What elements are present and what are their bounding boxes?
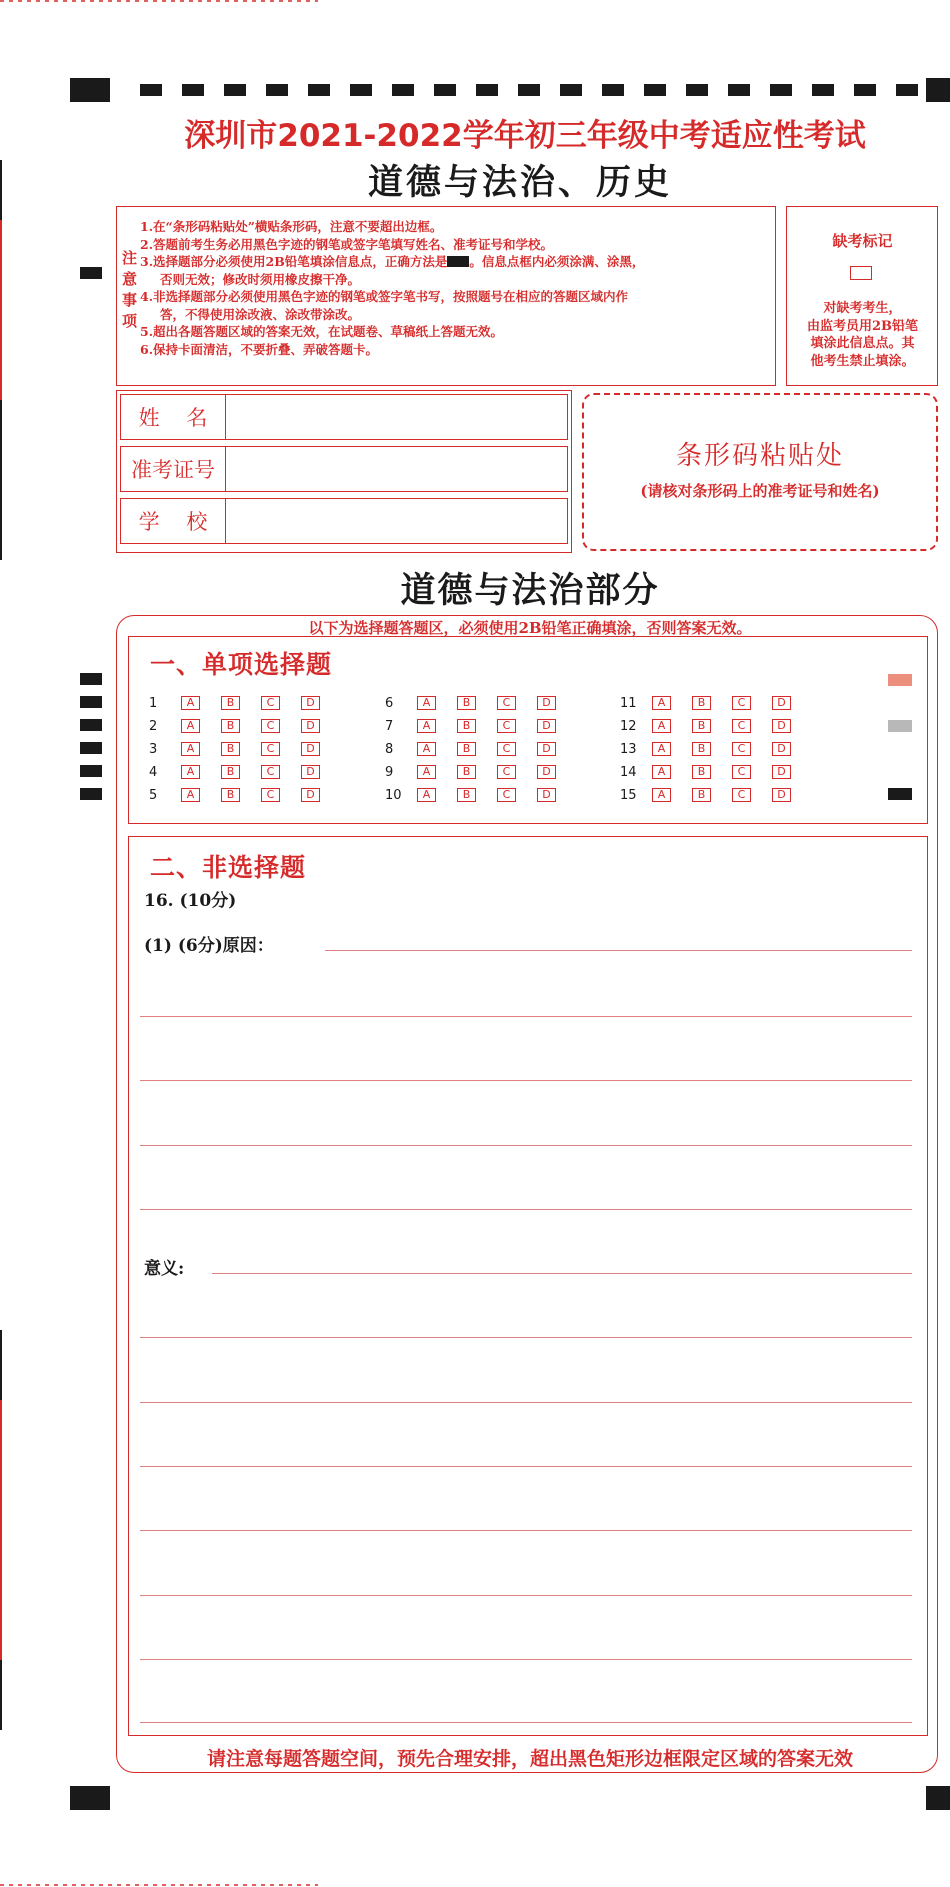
school-label: 学 校 [121, 499, 226, 543]
absent-title: 缺考标记 [832, 232, 893, 250]
answer-bubble-b[interactable]: B [692, 719, 711, 733]
footer-note: 请注意每题答题空间，预先合理安排，超出黑色矩形边框限定区域的答案无效 [206, 1748, 853, 1770]
question-number: 7 [385, 719, 394, 734]
choice-heading: 一、单项选择题 [150, 650, 333, 679]
answer-bubble-d[interactable]: D [301, 765, 320, 779]
answer-line[interactable] [140, 1466, 912, 1467]
timing-mark [80, 765, 102, 777]
answer-bubble-a[interactable]: A [181, 788, 200, 802]
answer-bubble-d[interactable]: D [301, 696, 320, 710]
question-number: 8 [385, 742, 394, 757]
timing-mark [926, 78, 950, 102]
name-field[interactable] [120, 394, 568, 440]
exam-subject: 道德与法治、历史 [367, 163, 672, 203]
answer-bubble-b[interactable]: B [457, 742, 476, 756]
left-edge-bar [0, 1400, 2, 1660]
name-label: 姓 名 [121, 395, 226, 439]
exam-id-label: 准考证号 [121, 447, 226, 491]
answer-bubble-d[interactable]: D [537, 788, 556, 802]
choice-question [620, 719, 820, 734]
nonchoice-heading: 二、非选择题 [150, 853, 307, 882]
answer-bubble-b[interactable]: B [692, 742, 711, 756]
choice-question [385, 765, 585, 780]
meaning-label: 意义: [144, 1259, 185, 1279]
answer-line[interactable] [140, 1016, 912, 1017]
answer-bubble-c[interactable]: C [732, 719, 751, 733]
color-swatch [888, 674, 912, 686]
choice-note: 以下为选择题答题区，必须使用2B铅笔正确填涂，否则答案无效。 [308, 619, 752, 637]
answer-bubble-d[interactable]: D [301, 742, 320, 756]
question-number: 10 [385, 788, 402, 803]
choice-question [385, 719, 585, 734]
question-number: 12 [620, 719, 637, 734]
choice-question [149, 719, 349, 734]
answer-bubble-d[interactable]: D [301, 719, 320, 733]
answer-line[interactable] [140, 1209, 912, 1210]
school-field[interactable] [120, 498, 568, 544]
bottom-perforation [0, 1884, 318, 1886]
choice-question [620, 765, 820, 780]
choice-question [620, 742, 820, 757]
answer-bubble-b[interactable]: B [457, 788, 476, 802]
question-number: 3 [149, 742, 158, 757]
answer-bubble-a[interactable]: A [652, 788, 671, 802]
exam-id-field[interactable] [120, 446, 568, 492]
answer-bubble-d[interactable]: D [537, 765, 556, 779]
question-16-label: 16. (10分) [144, 891, 237, 911]
timing-mark [70, 78, 110, 102]
timing-mark [80, 719, 102, 731]
answer-bubble-c[interactable]: C [497, 719, 516, 733]
notice-label: 注 意 事 项 [122, 249, 138, 330]
filled-bubble-sample [447, 256, 469, 267]
answer-bubble-a[interactable]: A [417, 742, 436, 756]
answer-bubble-a[interactable]: A [652, 765, 671, 779]
left-edge-bar [0, 220, 2, 400]
answer-bubble-d[interactable]: D [772, 765, 791, 779]
question-number: 11 [620, 696, 637, 711]
timing-mark [80, 267, 102, 279]
answer-bubble-a[interactable]: A [181, 742, 200, 756]
answer-bubble-b[interactable]: B [221, 719, 240, 733]
answer-bubble-d[interactable]: D [772, 788, 791, 802]
choice-question [620, 788, 820, 803]
answer-bubble-c[interactable]: C [497, 696, 516, 710]
section-title: 道德与法治部分 [400, 571, 660, 611]
timing-mark [80, 673, 102, 685]
answer-bubble-a[interactable]: A [417, 765, 436, 779]
top-perforation [0, 0, 318, 2]
answer-bubble-b[interactable]: B [457, 696, 476, 710]
color-swatch [888, 720, 912, 732]
timing-mark [80, 696, 102, 708]
notice-item: 1.在“条形码粘贴处”横贴条形码，注意不要超出边框。 [140, 219, 443, 234]
answer-bubble-b[interactable]: B [221, 765, 240, 779]
top-timing-strip [140, 84, 920, 96]
answer-bubble-a[interactable]: A [181, 719, 200, 733]
answer-bubble-b[interactable]: B [221, 788, 240, 802]
answer-line[interactable] [140, 1145, 912, 1146]
nonchoice-section [128, 836, 928, 1736]
answer-bubble-b[interactable]: B [457, 765, 476, 779]
question-number: 14 [620, 765, 637, 780]
answer-line[interactable] [140, 1337, 912, 1338]
question-16-part1-label: (1) (6分)原因： [144, 936, 274, 956]
choice-question [149, 696, 349, 711]
timing-mark [80, 742, 102, 754]
question-number: 1 [149, 696, 158, 711]
answer-bubble-d[interactable]: D [772, 696, 791, 710]
choice-question [385, 788, 585, 803]
answer-bubble-b[interactable]: B [221, 742, 240, 756]
notice-item: 3.选择题部分必须使用2B铅笔填涂信息点，正确方法是 。信息点框内必须涂满、涂黑， [140, 254, 645, 269]
question-number: 2 [149, 719, 158, 734]
answer-bubble-d[interactable]: D [537, 696, 556, 710]
notice-item: 6.保持卡面清洁，不要折叠、弄破答题卡。 [140, 341, 379, 357]
answer-bubble-d[interactable]: D [537, 719, 556, 733]
notice-item: 答，不得使用涂改液、涂改带涂改。 [160, 306, 361, 322]
question-number: 15 [620, 788, 637, 803]
answer-line[interactable] [140, 1722, 912, 1723]
answer-bubble-b[interactable]: B [221, 696, 240, 710]
answer-bubble-a[interactable]: A [417, 719, 436, 733]
notice-list [140, 218, 644, 358]
question-number: 6 [385, 696, 394, 711]
absent-checkbox[interactable] [850, 266, 872, 280]
timing-mark [70, 1786, 110, 1810]
choice-question [620, 696, 820, 711]
answer-bubble-c[interactable]: C [732, 788, 751, 802]
answer-bubble-c[interactable]: C [261, 788, 280, 802]
choice-question [149, 788, 349, 803]
answer-bubble-c[interactable]: C [732, 742, 751, 756]
absent-description: 对缺考考生， 由监考员用2B铅笔 填涂此信息点。其 他考生禁止填涂。 [806, 301, 919, 369]
answer-bubble-c[interactable]: C [261, 765, 280, 779]
answer-bubble-a[interactable]: A [417, 788, 436, 802]
answer-line[interactable] [140, 1659, 912, 1660]
barcode-area [582, 393, 938, 551]
answer-bubble-b[interactable]: B [692, 765, 711, 779]
answer-bubble-c[interactable]: C [497, 742, 516, 756]
answer-bubble-c[interactable]: C [497, 788, 516, 802]
choice-question [149, 742, 349, 757]
exam-title: 深圳市2021-2022学年初三年级中考适应性考试 [184, 118, 866, 154]
answer-bubble-a[interactable]: A [181, 696, 200, 710]
question-number: 5 [149, 788, 158, 803]
timing-mark [80, 788, 102, 800]
color-swatch [888, 788, 912, 800]
answer-bubble-c[interactable]: C [732, 696, 751, 710]
answer-line[interactable] [325, 950, 912, 951]
barcode-hint: (请核对条形码上的准考证号和姓名) [640, 482, 880, 500]
answer-bubble-b[interactable]: B [692, 696, 711, 710]
answer-bubble-d[interactable]: D [772, 742, 791, 756]
answer-line[interactable] [140, 1595, 912, 1596]
answer-bubble-d[interactable]: D [537, 742, 556, 756]
answer-bubble-d[interactable]: D [772, 719, 791, 733]
answer-bubble-c[interactable]: C [732, 765, 751, 779]
question-number: 13 [620, 742, 637, 757]
choice-question [149, 765, 349, 780]
question-number: 4 [149, 765, 158, 780]
answer-bubble-b[interactable]: B [692, 788, 711, 802]
answer-bubble-a[interactable]: A [417, 696, 436, 710]
question-number: 9 [385, 765, 394, 780]
notice-item: 2.答题前考生务必用黑色字迹的钢笔或签字笔填写姓名、准考证号和学校。 [140, 236, 554, 252]
answer-bubble-d[interactable]: D [301, 788, 320, 802]
answer-bubble-b[interactable]: B [457, 719, 476, 733]
answer-bubble-a[interactable]: A [652, 696, 671, 710]
answer-bubble-c[interactable]: C [261, 696, 280, 710]
notice-item: 4.非选择题部分必须使用黑色字迹的钢笔或签字笔书写，按照题号在相应的答题区域内作 [140, 289, 629, 304]
answer-bubble-c[interactable]: C [497, 765, 516, 779]
choice-question [385, 696, 585, 711]
answer-bubble-a[interactable]: A [652, 742, 671, 756]
answer-line[interactable] [140, 1080, 912, 1081]
notice-item: 5.超出各题答题区域的答案无效，在试题卷、草稿纸上答题无效。 [140, 324, 504, 339]
answer-line[interactable] [140, 1402, 912, 1403]
choice-question [385, 742, 585, 757]
timing-mark [926, 1786, 950, 1810]
barcode-title: 条形码粘贴处 [675, 441, 844, 471]
notice-item: 否则无效；修改时须用橡皮擦干净。 [160, 271, 361, 287]
answer-bubble-a[interactable]: A [652, 719, 671, 733]
answer-bubble-c[interactable]: C [261, 719, 280, 733]
answer-line[interactable] [140, 1530, 912, 1531]
answer-line[interactable] [212, 1273, 912, 1274]
answer-bubble-a[interactable]: A [181, 765, 200, 779]
answer-bubble-c[interactable]: C [261, 742, 280, 756]
